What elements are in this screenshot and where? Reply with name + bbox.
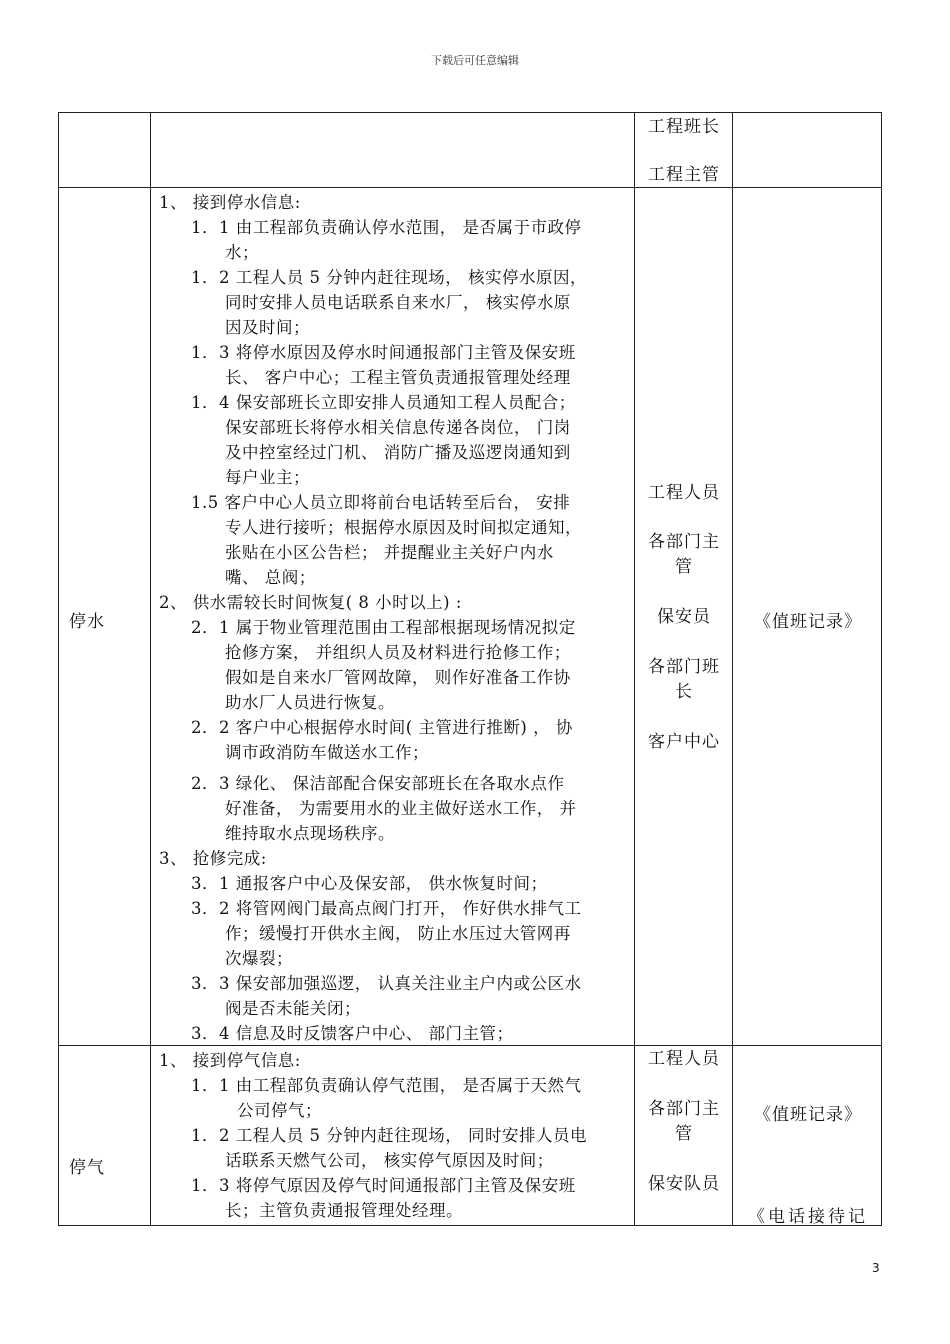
procedure-line: 次爆裂；	[225, 949, 293, 968]
procedure-line: 及中控室经过门机、 消防广播及巡逻岗通知到	[225, 443, 571, 462]
record-label: 《值班记录》	[754, 1105, 862, 1125]
procedure-line: 同时安排人员电话联系自来水厂， 核实停水原	[225, 293, 571, 312]
page-number: 3	[872, 1261, 880, 1275]
procedure-line: 假如是自来水厂管网故障， 则作好准备工作协	[225, 668, 571, 687]
category-label: 停水	[69, 612, 105, 632]
procedure-line: 1．1 由工程部负责确认停气范围， 是否属于天然气	[191, 1076, 582, 1095]
procedure-line: 抢修方案， 并组织人员及材料进行抢修工作；	[225, 643, 571, 662]
responsible-item: 工程人员	[648, 1049, 720, 1069]
table-bottom-border	[58, 1225, 882, 1226]
procedure-line: 长；主管负责通报管理处经理。	[225, 1201, 463, 1220]
procedure-line: 话联系天燃气公司， 核实停气原因及时间；	[225, 1151, 554, 1170]
procedure-line: 3．4 信息及时反馈客户中心、 部门主管；	[191, 1024, 514, 1043]
procedure-line: 1．2 工程人员 5 分钟内赶往现场， 核实停水原因，	[191, 268, 587, 287]
procedure-cell	[150, 1045, 634, 1225]
table-row	[58, 112, 882, 187]
category-cell	[58, 1045, 150, 1225]
responsible-item: 管	[675, 557, 693, 577]
category-cell	[58, 187, 150, 1045]
responsible-item: 工程主管	[648, 165, 720, 185]
procedure-line: 保安部班长将停水相关信息传递各岗位， 门岗	[225, 418, 571, 437]
table-row	[58, 187, 882, 1045]
responsible-item: 客户中心	[648, 732, 720, 752]
procedure-line: 张贴在小区公告栏； 并提醒业主关好户内水	[225, 543, 554, 562]
procedure-line: 维持取水点现场秩序。	[225, 824, 395, 843]
responsible-item: 各部门班	[648, 657, 720, 677]
responsible-item: 保安队员	[648, 1174, 720, 1194]
responsible-item: 各部门主	[648, 1099, 720, 1119]
table-row	[58, 1045, 882, 1225]
procedure-line: 每户业主；	[225, 468, 310, 487]
procedure-line: 3．2 将管网阀门最高点阀门打开， 作好供水排气工	[191, 899, 582, 918]
procedure-cell	[150, 112, 634, 187]
responsible-cell	[634, 187, 732, 1045]
procedure-line: 调市政消防车做送水工作；	[225, 743, 429, 762]
procedure-line: 2、 供水需较长时间恢复( 8 小时以上) :	[159, 593, 462, 612]
procedure-line: 1．3 将停气原因及停气时间通报部门主管及保安班	[191, 1176, 576, 1195]
procedure-line: 1、 接到停水信息:	[159, 193, 301, 212]
procedure-line: 长、 客户中心；工程主管负责通报管理处经理	[225, 368, 571, 387]
procedure-line: 嘴、 总阀；	[225, 568, 316, 587]
procedure-line: 2．1 属于物业管理范围由工程部根据现场情况拟定	[191, 618, 576, 637]
procedure-line: 1．1 由工程部负责确认停水范围， 是否属于市政停	[191, 218, 582, 237]
record-cell	[732, 1045, 882, 1225]
responsible-cell	[634, 112, 732, 187]
responsible-cell	[634, 1045, 732, 1225]
procedure-line: 1．4 保安部班长立即安排人员通知工程人员配合；	[191, 393, 576, 412]
procedure-line: 2．3 绿化、 保洁部配合保安部班长在各取水点作	[191, 774, 565, 793]
procedure-line: 1.5 客户中心人员立即将前台电话转至后台， 安排	[191, 493, 571, 512]
procedure-line: 1、 接到停气信息:	[159, 1051, 301, 1070]
procedure-table	[58, 112, 882, 1225]
category-cell	[58, 112, 150, 187]
procedure-line: 公司停气；	[237, 1101, 322, 1120]
responsible-item: 保安员	[657, 607, 711, 627]
header-note: 下载后可任意编辑	[431, 54, 519, 67]
procedure-line: 2．2 客户中心根据停水时间( 主管进行推断) ， 协	[191, 718, 573, 737]
responsible-item: 长	[675, 682, 693, 702]
responsible-item: 工程班长	[648, 117, 720, 137]
responsible-item: 工程人员	[648, 483, 720, 503]
procedure-line: 1．3 将停水原因及停水时间通报部门主管及保安班	[191, 343, 576, 362]
procedure-line: 作；缓慢打开供水主阀， 防止水压过大管网再	[225, 924, 571, 943]
record-label: 《电话接待记	[748, 1207, 868, 1227]
procedure-line: 3．1 通报客户中心及保安部， 供水恢复时间；	[191, 874, 548, 893]
procedure-line: 1．2 工程人员 5 分钟内赶往现场， 同时安排人员电	[191, 1126, 587, 1145]
procedure-line: 3．3 保安部加强巡逻， 认真关注业主户内或公区水	[191, 974, 582, 993]
procedure-line: 因及时间；	[225, 318, 310, 337]
procedure-line: 好准备， 为需要用水的业主做好送水工作， 并	[225, 799, 577, 818]
record-cell	[732, 112, 882, 187]
category-label: 停气	[69, 1158, 105, 1178]
record-label: 《值班记录》	[754, 612, 862, 632]
responsible-item: 管	[675, 1124, 693, 1144]
procedure-line: 阀是否未能关闭；	[225, 999, 361, 1018]
procedure-cell	[150, 187, 634, 1045]
procedure-line: 专人进行接听；根据停水原因及时间拟定通知，	[225, 518, 582, 537]
procedure-line: 3、 抢修完成:	[159, 849, 267, 868]
responsible-item: 各部门主	[648, 532, 720, 552]
procedure-line: 助水厂人员进行恢复。	[225, 693, 395, 712]
procedure-line: 水；	[225, 243, 259, 262]
record-cell	[732, 187, 882, 1045]
